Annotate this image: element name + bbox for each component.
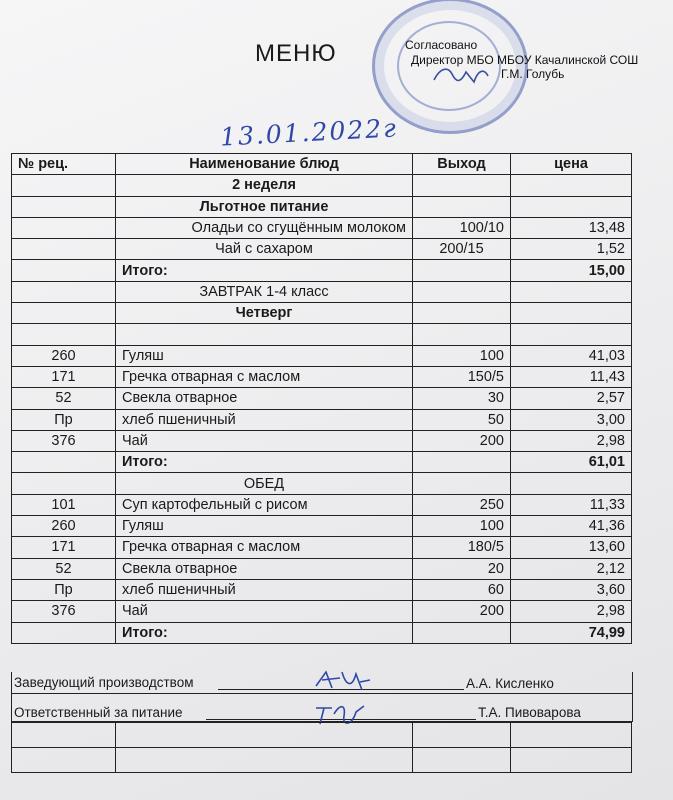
table-row bbox=[12, 516, 632, 537]
dish-name-cell: Свекла отварное bbox=[116, 388, 413, 409]
recipe-number-cell bbox=[12, 260, 116, 281]
dish-name-cell: Свекла отварное bbox=[116, 558, 413, 579]
table-row bbox=[12, 366, 632, 387]
price-cell bbox=[511, 473, 632, 494]
recipe-number-cell bbox=[12, 239, 116, 260]
footer-empty-row bbox=[12, 723, 632, 748]
recipe-number-cell: 101 bbox=[12, 494, 116, 515]
recipe-number-cell: Пр bbox=[12, 409, 116, 430]
output-cell bbox=[413, 452, 511, 473]
recipe-number-cell bbox=[12, 217, 116, 238]
output-cell: 20 bbox=[413, 558, 511, 579]
output-cell bbox=[413, 260, 511, 281]
table-row bbox=[12, 452, 632, 473]
table-row bbox=[12, 579, 632, 600]
output-cell: 180/5 bbox=[413, 537, 511, 558]
dish-name-cell: Чай bbox=[116, 601, 413, 622]
price-cell bbox=[511, 281, 632, 302]
production-manager-label: Заведующий производством bbox=[14, 675, 194, 690]
dish-name-cell: Чай bbox=[116, 430, 413, 451]
price-cell: 3,00 bbox=[511, 409, 632, 430]
table-row bbox=[12, 388, 632, 409]
dish-name-cell: Итого: bbox=[116, 260, 413, 281]
price-cell: 11,33 bbox=[511, 494, 632, 515]
output-cell bbox=[413, 473, 511, 494]
recipe-number-cell: 171 bbox=[12, 366, 116, 387]
price-cell bbox=[511, 324, 632, 345]
output-cell bbox=[413, 175, 511, 196]
price-cell: 3,60 bbox=[511, 579, 632, 600]
price-cell: 1,52 bbox=[511, 239, 632, 260]
table-row bbox=[12, 281, 632, 302]
recipe-number-cell: 260 bbox=[12, 345, 116, 366]
recipe-number-cell: 376 bbox=[12, 430, 116, 451]
output-cell: 60 bbox=[413, 579, 511, 600]
dish-name-cell: Чай с сахаром bbox=[116, 239, 413, 260]
recipe-number-cell: 171 bbox=[12, 537, 116, 558]
price-cell: 61,01 bbox=[511, 452, 632, 473]
production-manager-name: А.А. Кисленко bbox=[466, 676, 554, 691]
nutrition-responsible-label: Ответственный за питание bbox=[14, 705, 183, 720]
dish-name-cell: хлеб пшеничный bbox=[116, 579, 413, 600]
table-row bbox=[12, 537, 632, 558]
table-row bbox=[12, 494, 632, 515]
menu-table-body bbox=[12, 175, 632, 644]
recipe-number-cell: 376 bbox=[12, 601, 116, 622]
table-header-row bbox=[12, 154, 632, 175]
table-row bbox=[12, 324, 632, 345]
output-cell: 100/10 bbox=[413, 217, 511, 238]
output-cell: 100 bbox=[413, 516, 511, 537]
menu-table bbox=[11, 153, 632, 644]
table-row bbox=[12, 217, 632, 238]
table-row bbox=[12, 260, 632, 281]
price-cell bbox=[511, 196, 632, 217]
price-cell: 2,98 bbox=[511, 601, 632, 622]
recipe-number-cell bbox=[12, 281, 116, 302]
footer-empty-row bbox=[12, 748, 632, 773]
output-cell bbox=[413, 303, 511, 324]
dish-name-cell: Гречка отварная с маслом bbox=[116, 537, 413, 558]
dish-name-cell bbox=[116, 324, 413, 345]
recipe-number-cell bbox=[12, 622, 116, 643]
table-row bbox=[12, 622, 632, 643]
table-row bbox=[12, 175, 632, 196]
recipe-number-cell bbox=[12, 324, 116, 345]
table-row bbox=[12, 345, 632, 366]
recipe-number-cell: Пр bbox=[12, 579, 116, 600]
output-cell: 250 bbox=[413, 494, 511, 515]
output-cell bbox=[413, 196, 511, 217]
page-title: МЕНЮ bbox=[255, 40, 337, 67]
dish-name-cell: Оладьи со сгущённым молоком bbox=[116, 217, 413, 238]
price-cell: 11,43 bbox=[511, 366, 632, 387]
dish-name-cell: хлеб пшеничный bbox=[116, 409, 413, 430]
price-cell: 74,99 bbox=[511, 622, 632, 643]
price-cell: 41,03 bbox=[511, 345, 632, 366]
table-row bbox=[12, 196, 632, 217]
dish-name-cell: Итого: bbox=[116, 622, 413, 643]
output-cell: 200/15 bbox=[413, 239, 511, 260]
price-cell bbox=[511, 175, 632, 196]
price-cell: 15,00 bbox=[511, 260, 632, 281]
price-cell: 2,57 bbox=[511, 388, 632, 409]
table-row bbox=[12, 409, 632, 430]
output-cell: 150/5 bbox=[413, 366, 511, 387]
recipe-number-cell: 52 bbox=[12, 388, 116, 409]
output-cell: 100 bbox=[413, 345, 511, 366]
output-cell: 200 bbox=[413, 601, 511, 622]
recipe-number-cell bbox=[12, 303, 116, 324]
nutrition-responsible-name: Т.А. Пивоварова bbox=[478, 705, 581, 720]
price-cell: 41,36 bbox=[511, 516, 632, 537]
output-cell: 50 bbox=[413, 409, 511, 430]
recipe-number-cell bbox=[12, 175, 116, 196]
dish-name-cell: Суп картофельный с рисом bbox=[116, 494, 413, 515]
recipe-number-cell: 52 bbox=[12, 558, 116, 579]
header-price: цена bbox=[511, 154, 632, 175]
price-cell: 2,12 bbox=[511, 558, 632, 579]
dish-name-cell: Гуляш bbox=[116, 516, 413, 537]
header-recipe-number: № рец. bbox=[12, 154, 116, 175]
approval-line-1: Согласовано bbox=[405, 38, 478, 52]
table-row bbox=[12, 601, 632, 622]
table-row bbox=[12, 558, 632, 579]
dish-name-cell: Гуляш bbox=[116, 345, 413, 366]
output-cell bbox=[413, 281, 511, 302]
table-row bbox=[12, 303, 632, 324]
output-cell: 30 bbox=[413, 388, 511, 409]
recipe-number-cell bbox=[12, 452, 116, 473]
table-row bbox=[12, 473, 632, 494]
empty-footer-grid bbox=[11, 722, 632, 773]
header-dish-name: Наименование блюд bbox=[116, 154, 413, 175]
price-cell bbox=[511, 303, 632, 324]
handwritten-date: 13.01.2022г bbox=[219, 113, 399, 152]
output-cell bbox=[413, 622, 511, 643]
dish-name-cell: ЗАВТРАК 1-4 класс bbox=[116, 281, 413, 302]
approval-line-2: Директор МБО МБОУ Качалинской СОШ bbox=[411, 52, 639, 67]
director-signature bbox=[430, 62, 490, 88]
price-cell: 2,98 bbox=[511, 430, 632, 451]
dish-name-cell: Льготное питание bbox=[116, 196, 413, 217]
recipe-number-cell bbox=[12, 473, 116, 494]
table-row bbox=[12, 239, 632, 260]
dish-name-cell: ОБЕД bbox=[116, 473, 413, 494]
price-cell: 13,60 bbox=[511, 537, 632, 558]
price-cell: 13,48 bbox=[511, 217, 632, 238]
output-cell bbox=[413, 324, 511, 345]
table-row bbox=[12, 430, 632, 451]
dish-name-cell: Гречка отварная с маслом bbox=[116, 366, 413, 387]
approval-line-3: Г.М. Голубь bbox=[501, 67, 565, 81]
dish-name-cell: Итого: bbox=[116, 452, 413, 473]
output-cell: 200 bbox=[413, 430, 511, 451]
dish-name-cell: 2 неделя bbox=[116, 175, 413, 196]
dish-name-cell: Четверг bbox=[116, 303, 413, 324]
recipe-number-cell: 260 bbox=[12, 516, 116, 537]
production-manager-signature bbox=[312, 666, 372, 694]
recipe-number-cell bbox=[12, 196, 116, 217]
header-output: Выход bbox=[413, 154, 511, 175]
